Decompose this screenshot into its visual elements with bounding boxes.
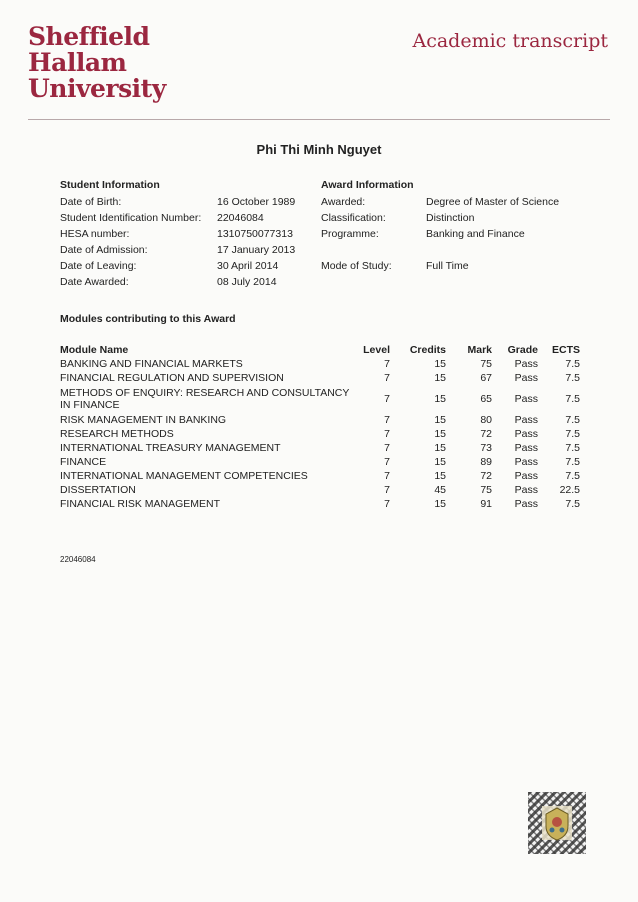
info-value: 22046084 [217, 212, 264, 224]
module-grade: Pass [514, 372, 538, 384]
module-ects: 7.5 [565, 372, 580, 384]
university-logo [28, 24, 166, 102]
table-row [60, 427, 580, 441]
module-level: 7 [384, 456, 390, 468]
module-ects: 22.5 [559, 484, 580, 496]
module-mark: 67 [480, 372, 492, 384]
module-credits: 15 [434, 372, 446, 384]
module-level: 7 [384, 414, 390, 426]
module-grade: Pass [514, 498, 538, 510]
column-header-credits: Credits [409, 343, 446, 356]
module-ects: 7.5 [565, 498, 580, 510]
module-grade: Pass [514, 456, 538, 468]
security-seal-icon [528, 792, 586, 854]
module-ects: 7.5 [565, 358, 580, 370]
module-mark: 75 [480, 484, 492, 496]
award-label: Mode of Study: [321, 260, 392, 272]
module-mark: 91 [480, 498, 492, 510]
module-level: 7 [384, 442, 390, 454]
award-label: Programme: [321, 228, 379, 240]
table-row [60, 483, 580, 497]
info-value: 17 January 2013 [217, 244, 296, 256]
module-name: FINANCIAL RISK MANAGEMENT [60, 498, 221, 510]
modules-heading: Modules contributing to this Award [60, 313, 236, 325]
module-mark: 80 [480, 414, 492, 426]
info-label: Date of Birth: [60, 196, 122, 208]
module-grade: Pass [514, 414, 538, 426]
module-mark: 65 [480, 393, 492, 405]
module-ects: 7.5 [565, 470, 580, 482]
module-mark: 72 [480, 470, 492, 482]
module-grade: Pass [514, 470, 538, 482]
module-name: FINANCE [60, 456, 107, 468]
module-credits: 15 [434, 393, 446, 405]
award-value: Banking and Finance [426, 228, 525, 240]
module-ects: 7.5 [565, 414, 580, 426]
module-credits: 45 [434, 484, 446, 496]
info-value: 08 July 2014 [217, 276, 277, 288]
table-row [60, 497, 580, 511]
module-name: INTERNATIONAL TREASURY MANAGEMENT [60, 442, 281, 454]
award-value: Degree of Master of Science [426, 196, 560, 208]
info-value: 16 October 1989 [217, 196, 296, 208]
module-ects: 7.5 [565, 393, 580, 405]
module-mark: 75 [480, 358, 492, 370]
award-value: Distinction [426, 212, 475, 224]
column-header-ects: ECTS [551, 343, 580, 356]
module-level: 7 [384, 470, 390, 482]
module-level: 7 [384, 428, 390, 440]
module-name: INTERNATIONAL MANAGEMENT COMPETENCIES [60, 470, 308, 482]
module-name: METHODS OF ENQUIRY: RESEARCH AND CONSULTANCY IN FINANCE [60, 387, 350, 411]
award-label: Awarded: [321, 196, 366, 208]
module-mark: 72 [480, 428, 492, 440]
module-credits: 15 [434, 456, 446, 468]
modules-table [60, 342, 580, 511]
module-ects: 7.5 [565, 442, 580, 454]
info-value: 30 April 2014 [217, 260, 279, 272]
table-row [60, 385, 580, 413]
module-name: RISK MANAGEMENT IN BANKING [60, 414, 227, 426]
award-value: Full Time [426, 260, 469, 272]
module-level: 7 [384, 393, 390, 405]
logo-line: University [28, 74, 166, 103]
header-divider [28, 119, 610, 120]
student-information-heading: Student Information [60, 179, 160, 191]
module-level: 7 [384, 484, 390, 496]
column-header-level: Level [363, 343, 390, 356]
module-ects: 7.5 [565, 428, 580, 440]
module-name: BANKING AND FINANCIAL MARKETS [60, 358, 243, 370]
info-label: Date of Leaving: [60, 260, 137, 272]
module-credits: 15 [434, 498, 446, 510]
column-header-module-name: Module Name [60, 343, 129, 356]
student-name: Phi Thi Minh Nguyet [256, 142, 382, 157]
module-credits: 15 [434, 358, 446, 370]
module-grade: Pass [514, 442, 538, 454]
info-label: Date of Admission: [60, 244, 148, 256]
module-grade: Pass [514, 393, 538, 405]
column-header-mark: Mark [467, 343, 492, 356]
module-name: RESEARCH METHODS [60, 428, 174, 440]
table-row [60, 441, 580, 455]
footer-reference: 22046084 [60, 555, 96, 564]
module-mark: 89 [480, 456, 492, 468]
module-credits: 15 [434, 428, 446, 440]
module-ects: 7.5 [565, 456, 580, 468]
module-credits: 15 [434, 414, 446, 426]
module-grade: Pass [514, 484, 538, 496]
info-label: Date Awarded: [60, 276, 129, 288]
award-label: Classification: [321, 212, 386, 224]
module-level: 7 [384, 498, 390, 510]
table-row [60, 371, 580, 385]
table-row [60, 469, 580, 483]
module-name: FINANCIAL REGULATION AND SUPERVISION [60, 372, 284, 384]
logo-line: Sheffield [28, 22, 150, 51]
module-level: 7 [384, 372, 390, 384]
modules-header-row [60, 342, 580, 357]
module-name: DISSERTATION [60, 484, 136, 496]
info-label: HESA number: [60, 228, 130, 240]
module-level: 7 [384, 358, 390, 370]
table-row [60, 413, 580, 427]
info-label: Student Identification Number: [60, 212, 202, 224]
document-type: Academic transcript [412, 30, 608, 52]
logo-line: Hallam [28, 48, 127, 77]
module-credits: 15 [434, 442, 446, 454]
module-grade: Pass [514, 428, 538, 440]
column-header-grade: Grade [507, 343, 538, 356]
info-value: 1310750077313 [217, 228, 293, 240]
award-information-heading: Award Information [321, 179, 414, 191]
module-grade: Pass [514, 358, 538, 370]
module-credits: 15 [434, 470, 446, 482]
table-row [60, 455, 580, 469]
module-mark: 73 [480, 442, 492, 454]
table-row [60, 357, 580, 371]
